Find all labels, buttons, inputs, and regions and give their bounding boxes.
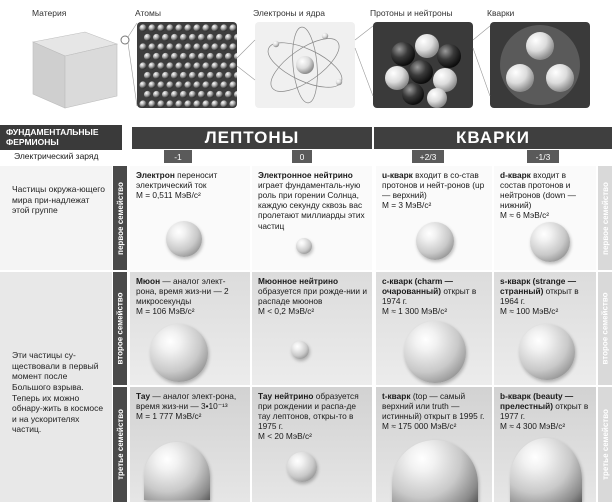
atom-ball [148,100,155,107]
muon-neutrino-sphere [291,341,309,359]
atom-ball [180,91,187,98]
atom-ball [180,53,187,60]
electron-mass: M = 0,511 МэВ/c² [136,190,201,201]
protons-neutrons-illustration [373,22,473,108]
charge-up-quark: +2/3 [412,150,444,163]
atom-ball [225,34,232,41]
bottom-quark-mass: M ≈ 4 300 МэВ/c² [500,421,566,432]
atom-ball [171,53,178,60]
down-quark-sphere [530,222,570,262]
atom-ball [193,24,200,31]
tau-neutrino-cell [252,387,372,502]
atom-ball [157,81,164,88]
note-first-family: Частицы окружа-ющего мира при-надлежат этой группе [12,184,105,216]
atom-ball [162,91,169,98]
atom-ball [211,100,218,107]
atom-ball [184,24,191,31]
atom-ball [193,62,200,69]
atom-ball [148,62,155,69]
fermions-header: ФУНДАМЕНТАЛЬНЫЕ ФЕРМИОНЫ [0,125,122,150]
atom-ball [157,62,164,69]
atom-ball [166,81,173,88]
atom-ball [189,91,196,98]
tau-name: Тау [136,391,151,401]
atom-ball [153,34,160,41]
atom-ball [202,100,209,107]
charm-quark-sphere [404,321,466,383]
family-tab-second-right: второе семейство [598,272,612,385]
label-electrons-nuclei: Электроны и ядра [253,8,325,18]
electron-name: Электрон [136,170,175,180]
atom-ball [189,72,196,79]
atom-ball [216,72,223,79]
down-quark-mass: M ≈ 6 МэВ/c² [500,210,549,221]
atom-ball [184,43,191,50]
atom-ball [162,72,169,79]
tau-neutrino-mass: M < 20 МэВ/c² [258,431,312,442]
atom-ball [171,91,178,98]
atom-ball [139,43,146,50]
atom-ball [166,100,173,107]
muon-sphere [150,324,208,382]
charge-label: Электрический заряд [14,151,99,161]
atom-ball [184,62,191,69]
atom-ball [229,24,236,31]
atom-ball [216,53,223,60]
family-tab-third-right: третье семейство [598,387,612,502]
muon-neutrino-cell [252,272,372,385]
atom-ball [189,34,196,41]
atom-ball [175,62,182,69]
label-quarks: Кварки [487,8,515,18]
atom-ball [220,81,227,88]
atom-ball [202,24,209,31]
note-later-families: Эти частицы су-ществовали в первый момент после Большого взрыва. Теперь их можно обнару-жить в космосе и на ускорителях частиц. [12,350,104,435]
atom-ball [148,24,155,31]
atom-ball [175,100,182,107]
atom-ball [189,53,196,60]
atom-ball [180,34,187,41]
muon-neutrino-desc: образуется при рожде-нии и распаде мюонов [258,286,368,307]
atom-ball [171,72,178,79]
family-tab-third: третье семейство [113,387,127,502]
atom-ball [193,100,200,107]
atom-ball [139,100,146,107]
up-quark-name: u-кварк [382,170,413,180]
tau-neutrino-desc: образуется при рождении и распа-де тау лептонов, откры-то в 1975 г. [258,391,359,432]
up-quark-mass: M = 3 МэВ/c² [382,200,432,211]
atom-ball [157,43,164,50]
atom-ball [153,72,160,79]
atom-ball [229,43,236,50]
atom-ball [162,53,169,60]
down-quark-name: d-кварк [500,170,531,180]
atom-ball [175,43,182,50]
atom-ball [184,81,191,88]
up-quark-desc: входит в со-став протонов и нейт-ронов (up — верхний) [382,170,485,201]
top-quark-desc: (top — самый верхний или truth — истинный) открыт в 1995 г. [382,391,485,422]
bottom-quark-name: b-кварк (beauty — прелестный) [500,391,574,412]
atom-ball [175,81,182,88]
atom-ball [202,81,209,88]
atom-ball [229,81,236,88]
label-protons-neutrons: Протоны и нейтроны [370,8,453,18]
electrons-nuclei-illustration [255,22,355,108]
atom-ball [148,43,155,50]
atom-ball [144,34,151,41]
strange-quark-mass: M ≈ 100 МэВ/c² [500,306,559,317]
atom-ball [225,72,232,79]
quarks-header: КВАРКИ [374,127,612,149]
family-tab-first: первое семейство [113,166,127,270]
atom-ball [180,72,187,79]
atom-ball [202,62,209,69]
atom-ball [220,43,227,50]
charge-electron: -1 [164,150,192,163]
atom-ball [148,81,155,88]
top-quark-mass: M ≈ 175 000 МэВ/c² [382,421,457,432]
atom-ball [198,91,205,98]
atom-ball [216,91,223,98]
atom-ball [220,62,227,69]
charm-quark-mass: M ≈ 1 300 МэВ/c² [382,306,448,317]
atom-ball [144,53,151,60]
atom-ball [229,100,236,107]
atom-ball [220,100,227,107]
atom-ball [198,72,205,79]
atom-ball [198,53,205,60]
atom-ball [139,81,146,88]
strange-quark-sphere [519,324,575,380]
atom-ball [139,62,146,69]
quarks-illustration [490,22,590,108]
muon-mass: M = 106 МэВ/c² [136,306,195,317]
atom-ball [144,91,151,98]
label-atoms: Атомы [135,8,161,18]
electron-sphere [166,221,202,257]
matter-cube-illustration [25,20,125,112]
atom-ball [229,62,236,69]
atom-ball [211,43,218,50]
tau-mass: M = 1 777 МэВ/c² [136,411,202,422]
electron-neutrino-cell [252,166,372,270]
atom-ball [207,53,214,60]
electron-desc: переносит электрический ток [136,170,218,191]
atom-ball [184,100,191,107]
atom-ball [198,34,205,41]
charge-down-quark: -1/3 [527,150,559,163]
atom-ball [225,91,232,98]
atom-ball [193,43,200,50]
atom-ball [139,24,146,31]
down-quark-desc: входит в состав протонов и нейтронов (down — нижний) [500,170,576,211]
atom-ball [207,72,214,79]
atom-ball [144,72,151,79]
atom-ball [153,53,160,60]
atom-ball [162,34,169,41]
atom-ball [211,24,218,31]
charge-neutrino: 0 [292,150,312,163]
muon-name: Мюон [136,276,161,286]
atom-ball [153,91,160,98]
electron-neutrino-sphere [296,238,312,254]
atom-ball [166,62,173,69]
atom-ball [157,100,164,107]
electron-neutrino-name: Электронное нейтрино [258,170,353,180]
atom-ball [207,34,214,41]
family-tab-first-right: первое семейство [598,166,612,270]
label-matter: Материя [32,8,67,18]
atom-ball [207,91,214,98]
atom-ball [157,24,164,31]
electron-neutrino-desc: играет фундаменталь-ную роль при горении Солнца, каждую секунду сквозь вас пролетают миллиарды этих частиц [258,180,365,231]
left-band-first [0,166,112,270]
atom-ball [193,81,200,88]
atom-ball [171,34,178,41]
strange-quark-desc: открыт в 1964 г. [500,286,579,307]
atom-ball [175,24,182,31]
bottom-quark-desc: открыт в 1977 г. [500,401,589,422]
tau-neutrino-sphere [287,452,317,482]
charm-quark-name: c-кварк (charm — очарованный) [382,276,453,297]
atom-ball [211,62,218,69]
leptons-header: ЛЕПТОНЫ [132,127,372,149]
tau-neutrino-name: Тау нейтрино [258,391,314,401]
muon-neutrino-mass: M < 0,2 МэВ/c² [258,306,315,317]
muon-desc: — аналог элект-рона, время жиз-ни — 2 микросекунды [136,276,229,307]
atom-ball [211,81,218,88]
strange-quark-name: s-кварк (strange — странный) [500,276,576,297]
muon-neutrino-name: Мюонное нейтрино [258,276,339,286]
atom-ball [216,34,223,41]
tau-desc: — аналог элект-рона, время жиз-ни — 3•10⁻¹³ [136,391,237,412]
atom-ball [166,43,173,50]
family-tab-second: второе семейство [113,272,127,385]
atom-ball [220,24,227,31]
up-quark-sphere [416,222,454,260]
atom-ball [202,43,209,50]
atoms-lattice-illustration [137,22,237,108]
top-quark-name: t-кварк [382,391,411,401]
atom-ball [166,24,173,31]
atom-ball [225,53,232,60]
charm-quark-desc: открыт в 1974 г. [382,286,477,307]
